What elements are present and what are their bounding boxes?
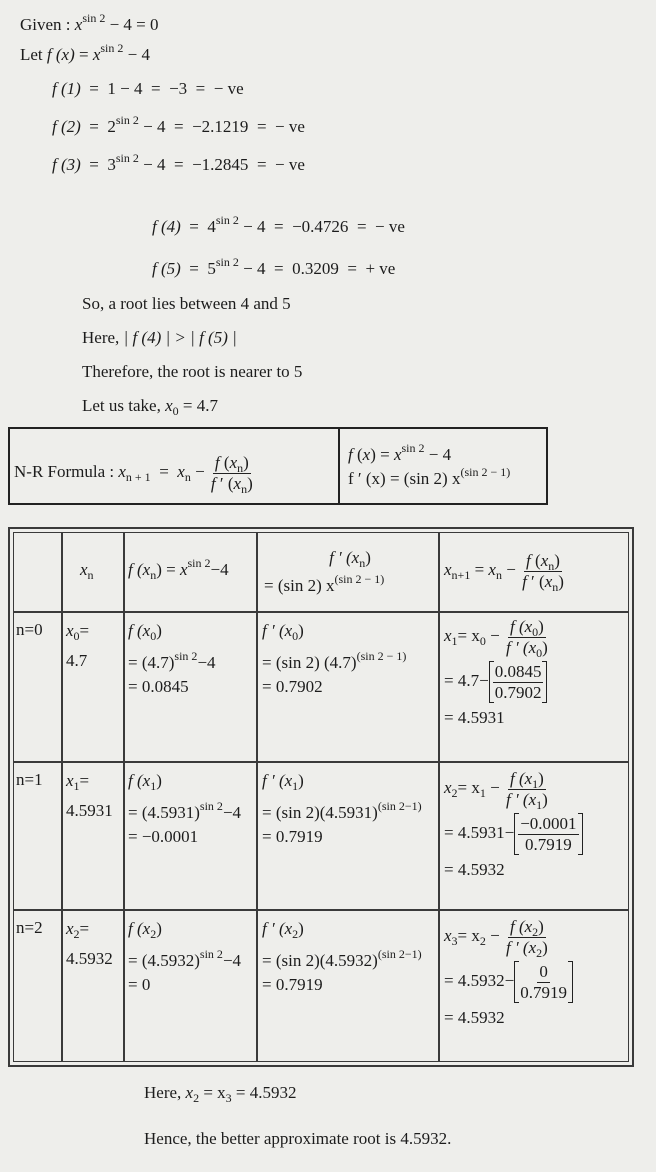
row-x-cell: $x_2=$ 4.5932: [66, 919, 113, 968]
given-line: Given : $x^{sin 2} - 4 = 0$: [20, 11, 159, 34]
var-x: x: [74, 15, 83, 34]
row-n-label: n=1: [16, 770, 43, 789]
nr-formula: N-R Formula : $x_{n + 1} = x_n$ − $\frac{f (x_n)}{f ' (x_n)}$: [14, 453, 253, 496]
row-n-label: n=2: [16, 918, 43, 937]
let-fx-line: Let f $(x) = x^{sin 2} - 4$: [20, 41, 150, 64]
row-fprime-cell: f ′ $(x_1)$ = (sin $2)(4.5931)^{(sin 2-1)}$ = 0.7919: [262, 771, 422, 846]
nr-fraction: $\frac{f (x_n)}{f ' (x_n)}$: [210, 453, 253, 496]
eval-line-f5: f $(5) = 5^{sin 2} - 4 = 0.3209$ = + ve: [152, 255, 396, 278]
header-xn1: $x_{n+1} = x_n$ − $\frac{f (x_n)}{f ' (x_n)}$: [444, 551, 564, 594]
var-x: x: [92, 45, 101, 64]
initial-guess-line: Let us take, $x_0 = 4.7$: [82, 396, 218, 418]
nr-formula-box: [8, 427, 548, 505]
row-fprime-cell: f ′ $(x_2)$ = (sin $2)(4.5932)^{(sin 2-1)}$ = 0.7919: [262, 919, 422, 994]
nr-divider: [338, 429, 340, 503]
eval-line-f2: f $(2) = 2^{sin 2} - 4 = -2.1219$ = − ve: [52, 113, 305, 136]
row-fx-cell: f $(x_1)$ = $(4.5931)^{sin 2}-4$ = −0.0001: [128, 771, 242, 846]
table-hline: [14, 909, 628, 911]
table-hline: [14, 611, 628, 613]
eval-line-f4: f $(4) = 4^{sin 2} - 4 = -0.4726$ = − ve: [152, 213, 405, 236]
final-answer-text: Hence, the better approximate root is 4.5932.: [144, 1129, 452, 1148]
header-fprime: f ′ $(x_n)$ = (sin 2) $x^{(sin 2 - 1)}$: [264, 548, 385, 595]
row-fx-cell: f $(x_2)$ = $(4.5932)^{sin 2}-4$ = 0: [128, 919, 242, 994]
eval-line-f3: f $(3) = 3^{sin 2} - 4 = -1.2845$ = − ve: [52, 151, 305, 174]
row-x-cell: $x_0=$ 4.7: [66, 621, 90, 670]
root-between-text: So, a root lies between 4 and 5: [82, 294, 291, 313]
row-fprime-cell: f ′ $(x_0)$ = (sin 2) $(4.7)^{(sin 2 - 1)}$ = 0.7902: [262, 621, 407, 696]
row-xn1-cell: $x_3= x_2$ − $\frac{f (x_2)}{f ' (x_2)}$ = 4.5932− $\frac{0}{0.7919}$ = 4.5932: [444, 917, 573, 1029]
row-x-cell: $x_1=$ 4.5931: [66, 771, 113, 820]
eval-line-f1: f (1) = 1 − 4 = −3 = − ve: [52, 79, 244, 98]
abs-compare-line: Here, | f (4) | > | f (5) |: [82, 328, 237, 347]
row-n-label: n=0: [16, 620, 43, 639]
iteration-table: [8, 527, 634, 1067]
row-xn1-cell: $x_1= x_0$ − $\frac{f (x_0)}{f ' (x_0)}$ = 4.7− $\frac{0.0845}{0.7902}$ = 4.5931: [444, 617, 548, 728]
convergence-line: Here, $x_2 = x_3 = 4.5932$: [144, 1083, 297, 1105]
table-hline: [14, 761, 628, 763]
header-fxn: f $(x_n) = x^{sin 2}-4$: [128, 556, 229, 582]
nearer-text: Therefore, the root is nearer to 5: [82, 362, 303, 381]
nr-definitions: f $(x) = x^{sin 2} - 4$ f ′ (x) = (sin 2) $x^{(sin 2 - 1)}$: [348, 441, 511, 488]
row-xn1-cell: $x_2= x_1$ − $\frac{f (x_1)}{f ' (x_1)}$ = 4.5931− $\frac{-0.0001}{0.7919}$ = 4.5932: [444, 769, 583, 881]
header-xn: $x_n$: [80, 560, 94, 582]
row-fx-cell: f $(x_0)$ = $(4.7)^{sin 2}-4$ = 0.0845: [128, 621, 216, 696]
